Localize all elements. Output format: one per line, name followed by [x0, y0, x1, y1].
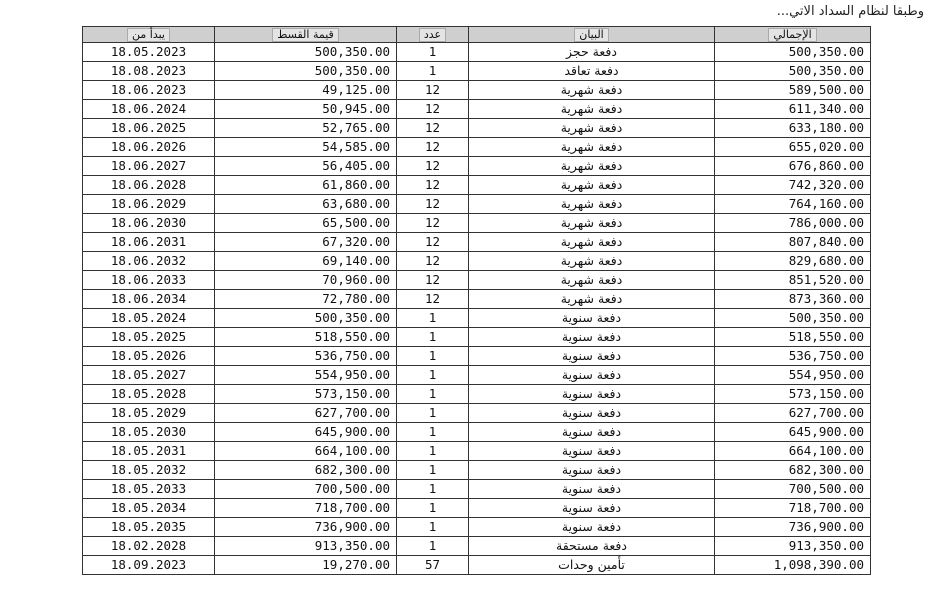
cell-count: 1 — [397, 480, 469, 499]
cell-total: 742,320.00 — [715, 176, 871, 195]
table-row — [83, 62, 871, 81]
cell-amount: 700,500.00 — [215, 480, 397, 499]
cell-description: دفعة مستحقة — [469, 537, 715, 556]
cell-count: 12 — [397, 233, 469, 252]
cell-start: 18.05.2033 — [83, 480, 215, 499]
cell-start: 18.06.2025 — [83, 119, 215, 138]
cell-count: 1 — [397, 404, 469, 423]
table-row — [83, 499, 871, 518]
table-row — [83, 100, 871, 119]
cell-description: دفعة حجز — [469, 43, 715, 62]
cell-total: 913,350.00 — [715, 537, 871, 556]
table-header-row — [83, 27, 871, 43]
cell-description: دفعة شهرية — [469, 252, 715, 271]
cell-amount: 536,750.00 — [215, 347, 397, 366]
table-row — [83, 233, 871, 252]
cell-amount: 50,945.00 — [215, 100, 397, 119]
cell-total: 851,520.00 — [715, 271, 871, 290]
cell-amount: 61,860.00 — [215, 176, 397, 195]
table-row — [83, 518, 871, 537]
cell-description: دفعة سنوية — [469, 366, 715, 385]
cell-amount: 554,950.00 — [215, 366, 397, 385]
cell-description: دفعة سنوية — [469, 518, 715, 537]
cell-total: 676,860.00 — [715, 157, 871, 176]
cell-description: دفعة شهرية — [469, 100, 715, 119]
header-description: البيان — [469, 27, 715, 43]
table-row — [83, 366, 871, 385]
cell-start: 18.05.2024 — [83, 309, 215, 328]
cell-amount: 573,150.00 — [215, 385, 397, 404]
cell-description: دفعة سنوية — [469, 385, 715, 404]
cell-total: 764,160.00 — [715, 195, 871, 214]
cell-start: 18.05.2032 — [83, 461, 215, 480]
cell-description: دفعة شهرية — [469, 81, 715, 100]
cell-start: 18.06.2032 — [83, 252, 215, 271]
cell-amount: 664,100.00 — [215, 442, 397, 461]
cell-total: 664,100.00 — [715, 442, 871, 461]
cell-count: 1 — [397, 309, 469, 328]
cell-amount: 518,550.00 — [215, 328, 397, 347]
table-row — [83, 138, 871, 157]
table-row — [83, 290, 871, 309]
cell-total: 627,700.00 — [715, 404, 871, 423]
cell-amount: 500,350.00 — [215, 43, 397, 62]
table-row — [83, 556, 871, 575]
cell-amount: 645,900.00 — [215, 423, 397, 442]
header-count: عدد — [397, 27, 469, 43]
cell-description: دفعة سنوية — [469, 328, 715, 347]
cell-description: دفعة تعاقد — [469, 62, 715, 81]
cell-description: دفعة شهرية — [469, 214, 715, 233]
cell-total: 873,360.00 — [715, 290, 871, 309]
cell-start: 18.06.2030 — [83, 214, 215, 233]
cell-start: 18.06.2024 — [83, 100, 215, 119]
cell-description: دفعة سنوية — [469, 499, 715, 518]
cell-description: دفعة سنوية — [469, 461, 715, 480]
cell-amount: 54,585.00 — [215, 138, 397, 157]
cell-amount: 52,765.00 — [215, 119, 397, 138]
cell-count: 12 — [397, 271, 469, 290]
cell-description: دفعة شهرية — [469, 290, 715, 309]
cell-total: 786,000.00 — [715, 214, 871, 233]
cell-start: 18.05.2030 — [83, 423, 215, 442]
cell-amount: 70,960.00 — [215, 271, 397, 290]
cell-start: 18.06.2029 — [83, 195, 215, 214]
cell-total: 700,500.00 — [715, 480, 871, 499]
table-row — [83, 347, 871, 366]
cell-count: 12 — [397, 252, 469, 271]
cell-total: 500,350.00 — [715, 309, 871, 328]
table-row — [83, 214, 871, 233]
cell-amount: 49,125.00 — [215, 81, 397, 100]
cell-description: دفعة شهرية — [469, 119, 715, 138]
cell-total: 645,900.00 — [715, 423, 871, 442]
cell-amount: 69,140.00 — [215, 252, 397, 271]
cell-start: 18.06.2027 — [83, 157, 215, 176]
cell-start: 18.02.2028 — [83, 537, 215, 556]
cell-start: 18.05.2025 — [83, 328, 215, 347]
cell-start: 18.06.2026 — [83, 138, 215, 157]
cell-description: دفعة سنوية — [469, 480, 715, 499]
cell-total: 736,900.00 — [715, 518, 871, 537]
cell-total: 633,180.00 — [715, 119, 871, 138]
cell-count: 1 — [397, 385, 469, 404]
table-row — [83, 252, 871, 271]
cell-count: 12 — [397, 100, 469, 119]
header-start: يبدأ من — [83, 27, 215, 43]
cell-total: 589,500.00 — [715, 81, 871, 100]
cell-description: دفعة سنوية — [469, 347, 715, 366]
payment-schedule-table — [82, 26, 871, 575]
table-row — [83, 480, 871, 499]
cell-amount: 67,320.00 — [215, 233, 397, 252]
cell-description: دفعة شهرية — [469, 195, 715, 214]
cell-count: 12 — [397, 290, 469, 309]
cell-description: دفعة شهرية — [469, 233, 715, 252]
cell-amount: 63,680.00 — [215, 195, 397, 214]
cell-count: 1 — [397, 518, 469, 537]
cell-count: 12 — [397, 176, 469, 195]
table-row — [83, 461, 871, 480]
cell-count: 12 — [397, 195, 469, 214]
cell-amount: 718,700.00 — [215, 499, 397, 518]
cell-total: 611,340.00 — [715, 100, 871, 119]
cell-amount: 56,405.00 — [215, 157, 397, 176]
table-row — [83, 423, 871, 442]
cell-start: 18.06.2023 — [83, 81, 215, 100]
cell-amount: 913,350.00 — [215, 537, 397, 556]
cell-count: 12 — [397, 81, 469, 100]
cell-count: 57 — [397, 556, 469, 575]
header-amount: قيمة القسط — [215, 27, 397, 43]
cell-start: 18.06.2031 — [83, 233, 215, 252]
cell-description: دفعة سنوية — [469, 309, 715, 328]
cell-start: 18.05.2028 — [83, 385, 215, 404]
cell-count: 1 — [397, 328, 469, 347]
cell-description: تأمين وحدات — [469, 556, 715, 575]
cell-description: دفعة شهرية — [469, 138, 715, 157]
cell-start: 18.05.2035 — [83, 518, 215, 537]
cell-description: دفعة سنوية — [469, 404, 715, 423]
cell-amount: 500,350.00 — [215, 62, 397, 81]
table-row — [83, 157, 871, 176]
cell-total: 1,098,390.00 — [715, 556, 871, 575]
table-row — [83, 404, 871, 423]
cell-count: 12 — [397, 157, 469, 176]
intro-text: وطبقا لنظام السداد الاتي... — [776, 4, 924, 19]
cell-total: 536,750.00 — [715, 347, 871, 366]
cell-total: 829,680.00 — [715, 252, 871, 271]
cell-count: 12 — [397, 119, 469, 138]
table-row — [83, 195, 871, 214]
table-row — [83, 43, 871, 62]
cell-count: 12 — [397, 214, 469, 233]
cell-count: 1 — [397, 499, 469, 518]
header-total: الإجمالي — [715, 27, 871, 43]
cell-description: دفعة شهرية — [469, 157, 715, 176]
cell-total: 500,350.00 — [715, 43, 871, 62]
cell-count: 1 — [397, 537, 469, 556]
table-row — [83, 385, 871, 404]
cell-description: دفعة شهرية — [469, 176, 715, 195]
cell-start: 18.05.2034 — [83, 499, 215, 518]
cell-start: 18.06.2033 — [83, 271, 215, 290]
cell-start: 18.05.2023 — [83, 43, 215, 62]
table-row — [83, 442, 871, 461]
table-row — [83, 537, 871, 556]
cell-count: 1 — [397, 461, 469, 480]
cell-start: 18.05.2029 — [83, 404, 215, 423]
cell-start: 18.08.2023 — [83, 62, 215, 81]
cell-total: 718,700.00 — [715, 499, 871, 518]
cell-total: 554,950.00 — [715, 366, 871, 385]
cell-start: 18.05.2027 — [83, 366, 215, 385]
cell-total: 518,550.00 — [715, 328, 871, 347]
cell-count: 12 — [397, 138, 469, 157]
cell-total: 655,020.00 — [715, 138, 871, 157]
cell-start: 18.09.2023 — [83, 556, 215, 575]
cell-total: 682,300.00 — [715, 461, 871, 480]
cell-description: دفعة سنوية — [469, 423, 715, 442]
cell-amount: 72,780.00 — [215, 290, 397, 309]
cell-amount: 19,270.00 — [215, 556, 397, 575]
table-row — [83, 271, 871, 290]
cell-count: 1 — [397, 423, 469, 442]
cell-description: دفعة شهرية — [469, 271, 715, 290]
cell-total: 573,150.00 — [715, 385, 871, 404]
cell-total: 500,350.00 — [715, 62, 871, 81]
cell-count: 1 — [397, 366, 469, 385]
table-row — [83, 81, 871, 100]
cell-start: 18.06.2034 — [83, 290, 215, 309]
table-row — [83, 328, 871, 347]
cell-start: 18.05.2031 — [83, 442, 215, 461]
cell-start: 18.05.2026 — [83, 347, 215, 366]
cell-amount: 65,500.00 — [215, 214, 397, 233]
table-row — [83, 309, 871, 328]
cell-description: دفعة سنوية — [469, 442, 715, 461]
cell-amount: 736,900.00 — [215, 518, 397, 537]
cell-amount: 627,700.00 — [215, 404, 397, 423]
cell-count: 1 — [397, 347, 469, 366]
cell-count: 1 — [397, 442, 469, 461]
cell-total: 807,840.00 — [715, 233, 871, 252]
table-row — [83, 119, 871, 138]
cell-amount: 682,300.00 — [215, 461, 397, 480]
cell-start: 18.06.2028 — [83, 176, 215, 195]
cell-amount: 500,350.00 — [215, 309, 397, 328]
cell-count: 1 — [397, 62, 469, 81]
cell-count: 1 — [397, 43, 469, 62]
table-row — [83, 176, 871, 195]
